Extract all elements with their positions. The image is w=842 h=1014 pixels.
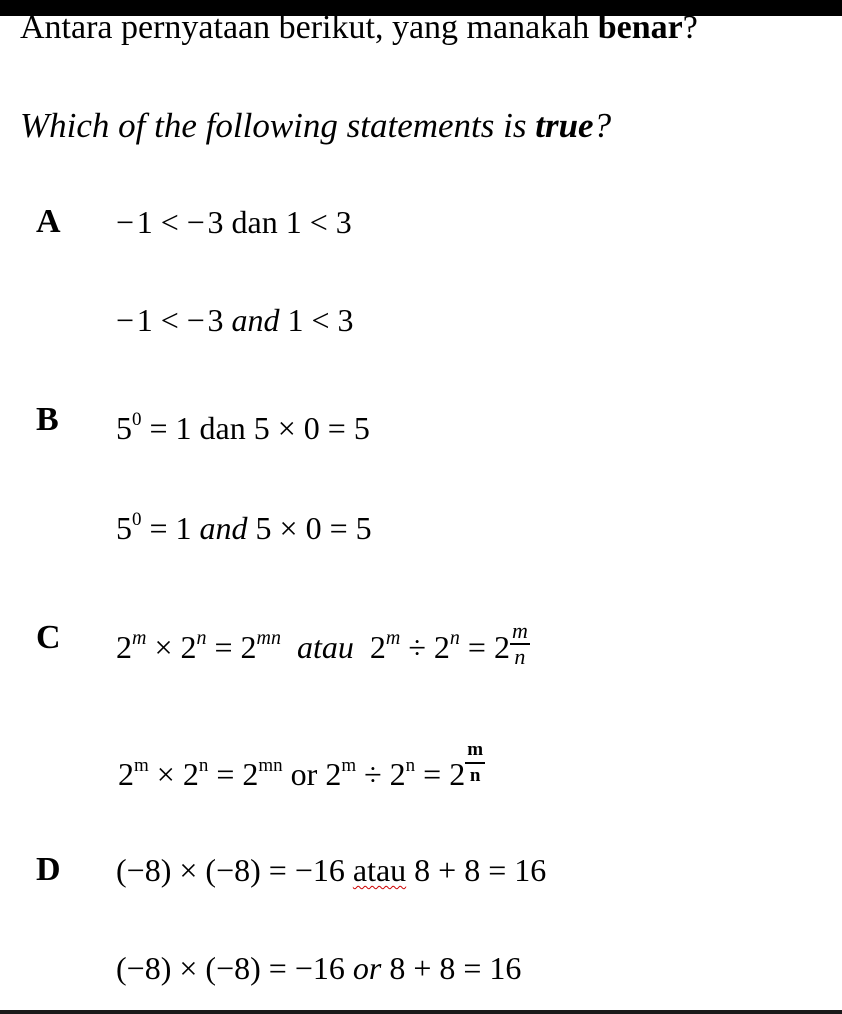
option-a-letter: A [36,203,61,240]
option-d-malay: (−8) × (−8) = −16 atau 8 + 8 = 16 [116,852,547,888]
option-b-letter: B [36,401,59,438]
option-a-malay-conjunction: dan [231,204,278,240]
question-malay: Antara pernyataan berikut, yang manakah benar? [20,9,698,46]
option-b-english: $5^0 = 1$ and 5 × 0 = 5 [116,509,372,546]
bottom-frame-bar [0,1010,842,1014]
option-c-english-conjunction: or [290,756,318,792]
option-b-malay: $5^0 = 1$ dan 5 × 0 = 5 [116,409,370,446]
option-b-malay-conjunction: dan [199,410,246,446]
option-c-letter: C [36,619,61,656]
option-d-letter: D [36,851,61,888]
option-a-english: − 1 < − 3 and 1 < 3 [116,302,354,338]
option-d-english-conjunction: or [352,950,382,986]
option-c-malay: $2^m \times 2^n = 2^{mn}$ atau $2^m \div 2^n = 2$ $\frac{m}{n}$ [116,618,528,669]
option-c-malay-fraction-exponent: $\frac{m}{n}$ [511,618,528,669]
option-c-english-fraction-exponent: $\frac{m}{n}$ [467,739,484,786]
question-malay-emphasis: benar [597,9,683,46]
option-a-english-conjunction: and [231,302,280,338]
option-c-english: $2^m \times 2^n = 2^{mn}$ or $2^m \div 2^n = 2$ $\frac{m}{n}$ [118,739,484,792]
option-b-english-conjunction: and [199,510,248,546]
question-english-emphasis: true [535,106,594,145]
option-d-malay-conjunction: atau [352,852,407,888]
option-a-malay: − 1 < − 3 dan 1 < 3 [116,204,352,240]
question-english: Which of the following statements is true? [20,106,612,145]
option-d-english: (−8) × (−8) = −16 or 8 + 8 = 16 [116,950,522,986]
option-c-malay-conjunction: atau [297,629,354,665]
